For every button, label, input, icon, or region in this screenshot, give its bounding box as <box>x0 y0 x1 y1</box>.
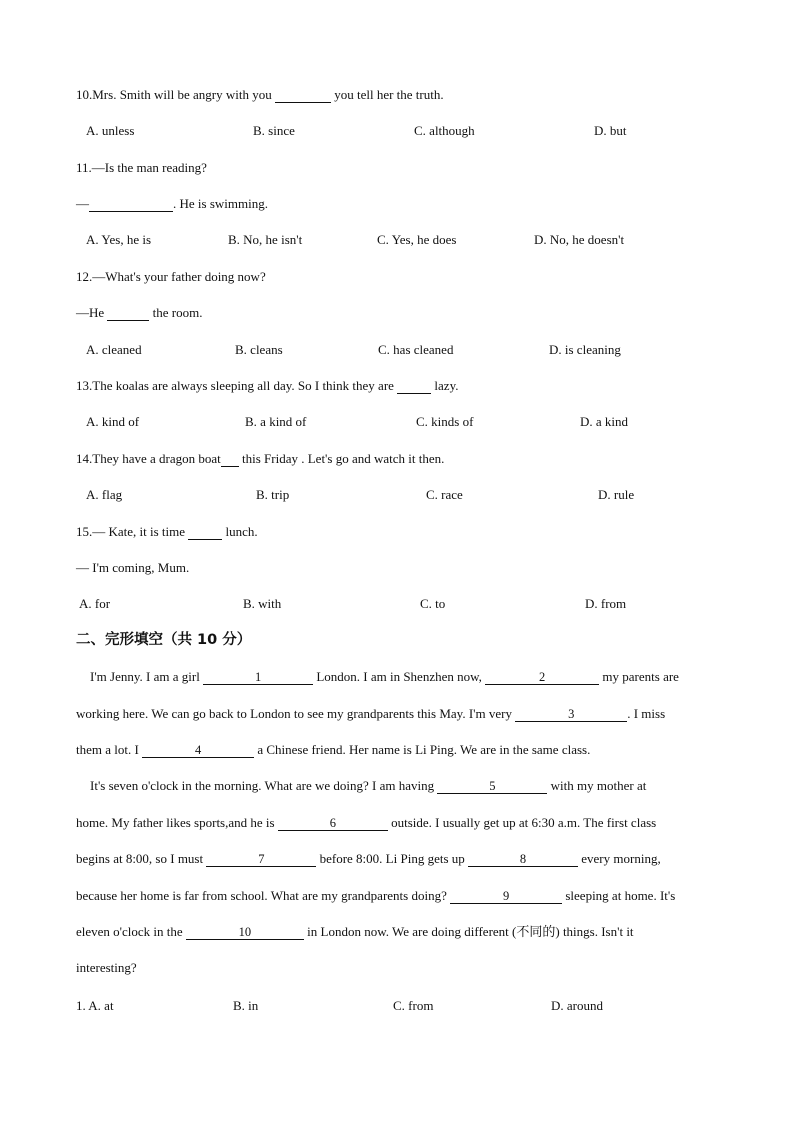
q12-answer-start: —He <box>76 305 105 320</box>
cloze-blank-10: 10 <box>186 925 304 940</box>
passage-p1-line-1 <box>90 669 679 685</box>
q10-option-b: B. since <box>253 123 295 138</box>
passage-text: I'm Jenny. I am a girl <box>90 669 204 684</box>
q11-option-b: B. No, he isn't <box>228 232 303 247</box>
cloze-blank-6: 6 <box>278 816 388 831</box>
cloze-blank-2: 2 <box>485 670 599 685</box>
q10-stem-start: 10.Mrs. Smith will be angry with you <box>76 87 272 102</box>
q12-answer-blank <box>107 308 149 321</box>
q11-option-d: D. No, he doesn't <box>534 232 625 247</box>
q13-option-d: D. a kind <box>580 414 629 429</box>
q10-option-a: A. unless <box>86 123 135 138</box>
q11-answer-end: . He is swimming. <box>173 196 268 211</box>
passage-p2-line-4 <box>76 888 675 904</box>
q11-option-c: C. Yes, he does <box>377 232 457 247</box>
cloze-1-option-a: 1. A. at <box>76 998 114 1013</box>
q14-answer-blank <box>221 454 239 467</box>
q14-option-c: C. race <box>426 487 463 502</box>
q10-option-d: D. but <box>594 123 627 138</box>
q13-option-a: A. kind of <box>86 414 140 429</box>
passage-text: every morning, <box>578 851 661 866</box>
passage-text: home. My father likes sports,and he is <box>76 815 278 830</box>
q14-stem-start: 14.They have a dragon boat <box>76 451 221 466</box>
q13-answer-blank <box>397 381 431 394</box>
cloze-blank-9: 9 <box>450 889 562 904</box>
section-2-title: 二、完形填空（共 10 分） <box>76 632 252 648</box>
q15-answer-blank <box>188 527 222 540</box>
q14-stem-end: this Friday . Let's go and watch it then. <box>242 451 445 466</box>
cloze-blank-7: 7 <box>206 852 316 867</box>
question-15 <box>76 524 258 540</box>
passage-text: outside. I usually get up at 6:30 a.m. The first class <box>387 815 657 830</box>
q10-option-c: C. although <box>414 123 475 138</box>
q13-stem-start: 13.The koalas are always sleeping all day. So I think they are <box>76 378 394 393</box>
q12-option-b: B. cleans <box>235 342 283 357</box>
cloze-blank-3: 3 <box>515 707 627 722</box>
q12-answer-end: the room. <box>152 305 203 320</box>
q11-option-a: A. Yes, he is <box>86 232 152 247</box>
q14-option-a: A. flag <box>86 487 123 502</box>
q15-option-c: C. to <box>420 596 446 611</box>
q14-option-d: D. rule <box>598 487 635 502</box>
q15-option-b: B. with <box>243 596 282 611</box>
q11-answer-blank <box>89 199 173 212</box>
passage-text: It's seven o'clock in the morning. What are we doing? I am having <box>90 778 438 793</box>
passage-p1-line-3 <box>76 742 590 758</box>
q12-question: 12.—What's your father doing now? <box>76 269 266 284</box>
passage-text: with my mother at <box>547 778 647 793</box>
passage-p2-line-3 <box>76 851 661 867</box>
question-14 <box>76 451 444 467</box>
q11-question: 11.—Is the man reading? <box>76 160 207 175</box>
cloze-blank-5: 5 <box>437 779 547 794</box>
q15-option-d: D. from <box>585 596 627 611</box>
passage-p2-line-1 <box>90 778 646 794</box>
cloze-blank-8: 8 <box>468 852 578 867</box>
q12-option-d: D. is cleaning <box>549 342 621 357</box>
passage-p2-line-5 <box>76 924 634 940</box>
passage-text: in London now. We are doing different (不同的) things. Isn't it <box>303 924 634 939</box>
q15-reply: — I'm coming, Mum. <box>76 560 190 575</box>
passage-text: sleeping at home. It's <box>562 888 676 903</box>
q12-option-a: A. cleaned <box>86 342 142 357</box>
q13-stem-end: lazy. <box>434 378 459 393</box>
q13-option-b: B. a kind of <box>245 414 307 429</box>
passage-text: eleven o'clock in the <box>76 924 186 939</box>
q10-answer-blank <box>275 90 331 103</box>
passage-text: before 8:00. Li Ping gets up <box>316 851 469 866</box>
q15-stem-start: 15.— Kate, it is time <box>76 524 186 539</box>
question-13 <box>76 378 458 394</box>
question-10 <box>76 87 444 103</box>
q15-stem-end: lunch. <box>225 524 258 539</box>
q10-stem-end: you tell her the truth. <box>334 87 444 102</box>
passage-text: begins at 8:00, so I must <box>76 851 207 866</box>
passage-p1-line-2 <box>76 706 665 722</box>
passage-text: working here. We can go back to London to see my grandparents this May. I'm very <box>76 706 516 721</box>
q14-option-b: B. trip <box>256 487 290 502</box>
passage-text: a Chinese friend. Her name is Li Ping. We are in the same class. <box>254 742 591 757</box>
cloze-blank-4: 4 <box>142 743 254 758</box>
passage-text: because her home is far from school. What are my grandparents doing? <box>76 888 451 903</box>
passage-text: them a lot. I <box>76 742 143 757</box>
q15-option-a: A. for <box>79 596 111 611</box>
passage-text: London. I am in Shenzhen now, <box>313 669 486 684</box>
q11-dash: — <box>76 196 89 211</box>
q12-option-c: C. has cleaned <box>378 342 454 357</box>
cloze-blank-1: 1 <box>203 670 313 685</box>
q11-answer-line <box>76 196 268 212</box>
q13-option-c: C. kinds of <box>416 414 474 429</box>
cloze-1-option-c: C. from <box>393 998 434 1013</box>
passage-text: . I miss <box>627 706 666 721</box>
q12-answer-line <box>76 305 203 321</box>
passage-p2-line-6: interesting? <box>76 960 137 975</box>
passage-text: my parents are <box>599 669 679 684</box>
passage-p2-line-2 <box>76 815 656 831</box>
cloze-1-option-d: D. around <box>551 998 603 1013</box>
cloze-1-option-b: B. in <box>233 998 259 1013</box>
